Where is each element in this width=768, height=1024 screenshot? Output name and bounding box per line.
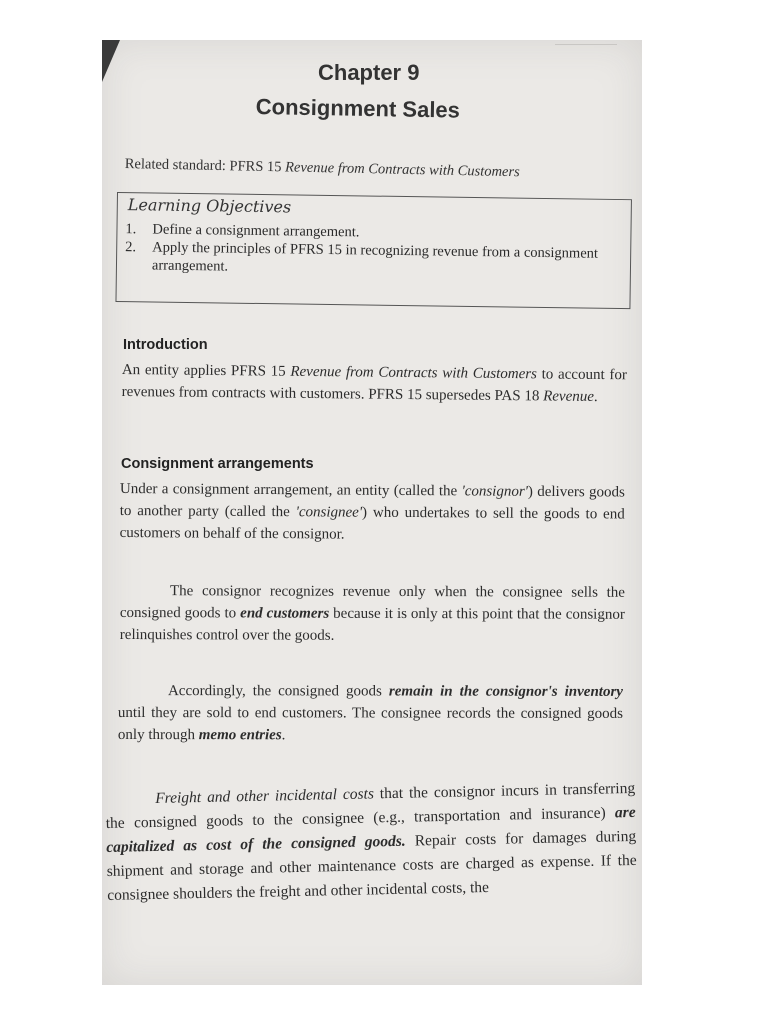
consignment-paragraph-2: The consignor recognizes revenue only when the consignee sells the consigned goods to end customers because it is only at this point that the consignor relinquishes control over the goods.: [119, 583, 625, 644]
objective-text: Apply the principles of PFRS 15 in recognizing revenue from a consignment arrangement.: [151, 239, 599, 275]
chapter-number: Chapter 9: [318, 60, 420, 85]
consignment-heading: Consignment arrangements: [121, 456, 314, 472]
objective-number: 1.: [125, 221, 137, 238]
learning-objectives-heading: Learning Objectives: [127, 195, 292, 217]
objective-text: Define a consignment arrangement.: [152, 221, 360, 241]
consignment-paragraph-3: Accordingly, the consigned goods remain in the consignor's inventory until they are sold to end customers. The consignee records the consigned goods only through memo entries.: [117, 683, 623, 744]
consignment-paragraph-1: Under a consignment arrangement, an entity (called the 'consignor') delivers goods to another party (called the 'consignee') who undertakes to sell the goods to end customers on behalf of the consignor.: [119, 480, 625, 543]
learning-objectives-box: [115, 192, 631, 309]
learning-objectives-list: [125, 220, 625, 281]
chapter-title: Consignment Sales: [255, 94, 461, 123]
related-standard-prefix: Related standard: PFRS 15: [124, 156, 286, 176]
objective-item: [125, 238, 624, 281]
objective-number: 2.: [125, 239, 137, 256]
introduction-heading: Introduction: [123, 337, 208, 353]
top-rule: [555, 44, 617, 45]
consignment-paragraph-4: Freight and other incidental costs that the consignor incurs in transferring the consigned goods to the consignee (e.g., transportation and insurance) are capitalized as cost of the consigned goods. Repair costs for damages during shipment and storage and other maintenance costs are charged as expense. If the consignee shoulders the freight and other incidental costs, the: [105, 779, 637, 904]
related-standard-title: Revenue from Contracts with Customers: [284, 159, 520, 181]
page-corner-shadow: [102, 40, 120, 82]
introduction-paragraph: An entity applies PFRS 15 Revenue from Contracts with Customers to account for revenues from contracts with customers. PFRS 15 supersedes PAS 18 Revenue.: [121, 361, 627, 405]
